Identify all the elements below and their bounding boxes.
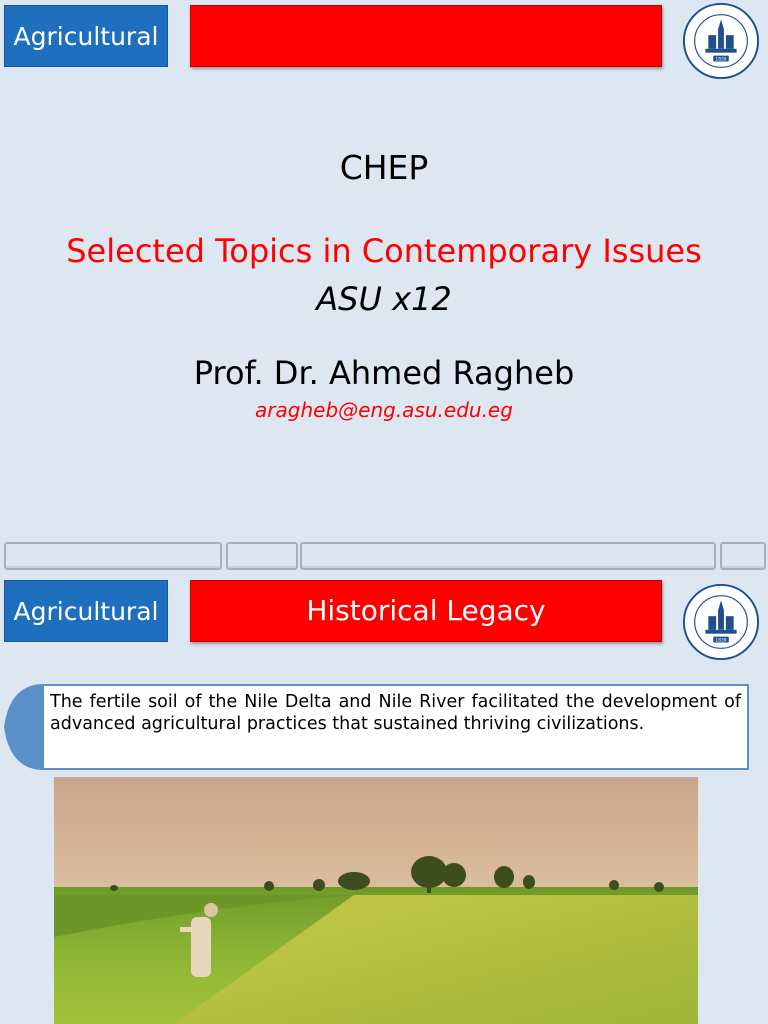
separator-segment bbox=[300, 542, 716, 570]
logo-year: 1839 bbox=[715, 638, 727, 644]
slide-separator bbox=[0, 540, 768, 572]
professor-email[interactable]: aragheb@eng.asu.edu.eg bbox=[255, 398, 513, 422]
separator-segment bbox=[720, 542, 766, 570]
logo-year: 1839 bbox=[715, 57, 727, 63]
body-text: The fertile soil of the Nile Delta and Nile River facilitated the development of advanced agricultural practices that sustained thriving civilizations. bbox=[42, 684, 749, 770]
slide-historical-legacy bbox=[0, 572, 768, 1024]
nile-field-photo-icon bbox=[54, 777, 698, 1024]
separator-segment bbox=[4, 542, 222, 570]
text-box-accent bbox=[0, 684, 44, 770]
university-logo-icon bbox=[682, 2, 760, 80]
course-code: CHEP bbox=[339, 148, 429, 187]
course-title: Selected Topics in Contemporary Issues bbox=[66, 232, 702, 270]
university-logo-icon bbox=[682, 583, 760, 661]
professor-name: Prof. Dr. Ahmed Ragheb bbox=[193, 354, 575, 392]
course-subtitle: ASU x12 bbox=[316, 280, 452, 318]
category-label: Agricultural bbox=[4, 5, 168, 67]
separator-segment bbox=[226, 542, 298, 570]
title-bar bbox=[190, 5, 662, 67]
slide-title-bar: Historical Legacy bbox=[190, 580, 662, 642]
category-label: Agricultural bbox=[4, 580, 168, 642]
